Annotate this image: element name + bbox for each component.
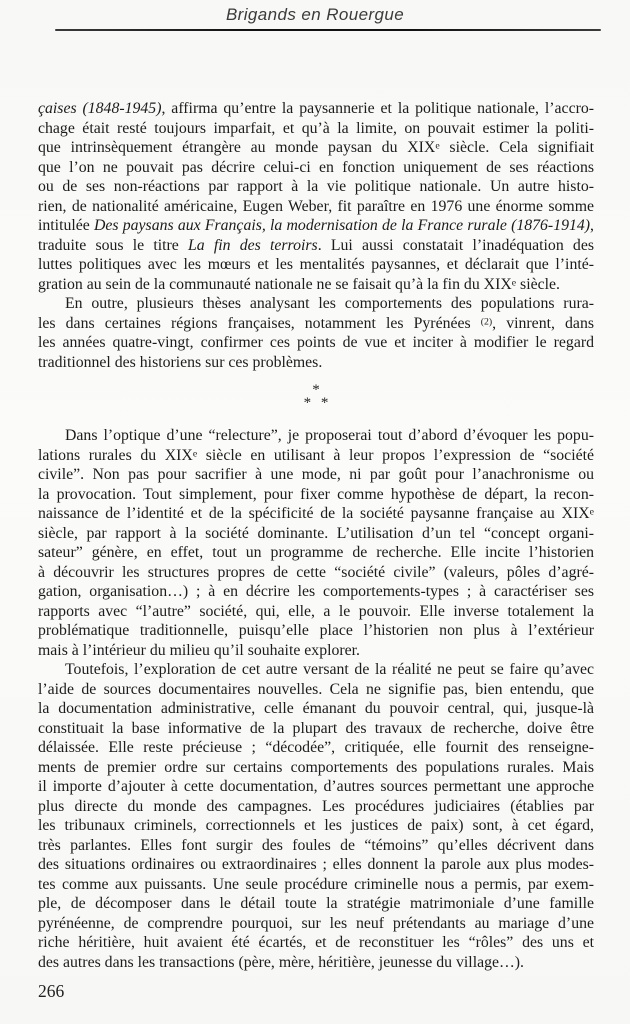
text-line: à découvrir les structures propres de cette “société civile” (valeurs, pôles d’agré- (38, 563, 594, 581)
text-line: des situations ordinaires ou extraordinaires ; elles donnent la parole aux plus modes- (38, 856, 594, 873)
text-line: traduite sous le titre La fin des terroirs. Lui aussi constatait l’inadéquation des (38, 236, 594, 254)
text-line: délaissée. Elle reste précieuse ; “décodée”, critiquée, elle fournit des renseigne- (38, 739, 594, 756)
text-line: traditionnel des historiens sur ces problèmes. (38, 353, 323, 371)
text-line: la provocation. Tout simplement, pour fixer comme hypothèse de départ, la recon- (38, 485, 594, 503)
text-line: sateur” génère, en effet, tout un programme de recherche. Elle incite l’historien (38, 544, 594, 561)
asterisk-top: * (312, 382, 320, 398)
text-line: rien, de nationalité américaine, Eugen Weber, fit paraître en 1976 une énorme somme (38, 197, 594, 215)
text-line: les années quatre-vingt, confirmer ces points de vue et inciter à modifier le regard (38, 334, 594, 351)
text-line: civile”. Non pas pour sacrifier à une mode, ni par goût pour l’anachronisme ou (38, 466, 594, 483)
running-header (0, 5, 630, 25)
asterisk-bottom: * * (303, 395, 329, 411)
text-line: mais à l’intérieur du milieu qu’il souhaite explorer. (38, 641, 360, 659)
header-rule (55, 29, 601, 31)
text-line: l’aide de sources documentaires nouvelles. Cela ne signifie pas, bien entendu, que (38, 680, 594, 698)
text-line: problématique traditionnelle, puisqu’elle place l’historien non plus à l’extérieur (38, 622, 594, 639)
text-line: luttes politiques avec les mœurs et les mentalités paysannes, et déclarait que l’inté- (38, 256, 594, 273)
text-line: siècle, par rapport à la société dominante. L’utilisation d’un tel “concept organi- (38, 524, 594, 542)
text-line: très parlantes. Elles font surgir des foules de “témoins” qu’elles décrivent dans (38, 836, 594, 854)
text-line: riche héritière, huit avaient été écartés, et de reconstituer les “rôles” des uns et (38, 934, 594, 951)
text-line: En outre, plusieurs thèses analysant les comportements des populations rura- (65, 295, 594, 312)
text-line: gation, organisation…) ; à en décrire les comportements-types ; à caractériser ses (38, 583, 594, 600)
text-line: gration au sein de la communauté nationale ne se faisait qu’à la fin du XIXe siècle. (38, 275, 560, 293)
text-line: lations rurales du XIXe siècle en utilisant à leur propos l’expression de “société (38, 446, 594, 464)
text-line: ou de ses non-réactions par rapport à la vie politique nationale. Un autre histo- (38, 178, 594, 195)
text-line: tes comme aux puissants. Une seule procédure criminelle nous a permis, par exem- (38, 875, 594, 893)
text-line: çaises (1848-1945), affirma qu’entre la paysannerie et la politique nationale, l’accro- (38, 100, 594, 117)
text-line: les tribunaux criminels, correctionnels et les justices de paix) sont, à cet égard, (38, 817, 594, 834)
text-line: les dans certaines régions françaises, notamment les Pyrénées $^{(2)}$, vinrent, dans (38, 314, 594, 332)
text-line: naissance de l’identité et de la spécificité de la société paysanne française au XIXe (38, 505, 594, 522)
text-line: chage était resté toujours imparfait, et qu’à la limite, on pouvait estimer la politi- (38, 119, 594, 137)
text-line: rapports avec “l’autre” société, qui, elle, a le pouvoir. Elle inverse totalement la (38, 602, 594, 620)
text-line: plus directe du monde des campagnes. Les procédures judiciaires (établies par (38, 797, 594, 815)
text-line: que l’on ne pouvait pas décrire celui-ci en fonction uniquement de ses réactions (38, 158, 594, 176)
text-line: Toutefois, l’exploration de cet autre versant de la réalité ne peut se faire qu’avec (65, 661, 594, 678)
text-line: ple, de décomposer dans le détail toute la stratégie matrimoniale d’une famille (38, 895, 594, 912)
text-line: pyrénéenne, de comprendre pourquoi, sur les neuf prétendants au mariage d’une (38, 914, 594, 932)
text-line: il importe d’ajouter à cette documentation, d’autres sources permettant une approche (38, 778, 594, 795)
text-line: ments de premier ordre sur certains comportements des populations rurales. Mais (38, 758, 594, 776)
text-line: des autres dans les transactions (père, mère, héritière, jeunesse du village…). (38, 953, 525, 971)
running-header-title: Brigands en Rouergue (225, 5, 405, 24)
text-line: constituait la base informative de la plupart des travaux de recherche, doive être (38, 719, 594, 737)
text-line: la documentation administrative, celle émanant du pouvoir central, qui, jusque-là (38, 700, 594, 717)
text-body (38, 99, 594, 972)
text-line: que intrinsèquement étrangère au monde paysan du XIXe siècle. Cela signifiait (38, 139, 594, 156)
page-number: 266 (38, 981, 65, 1001)
text-line: intitulée Des paysans aux Français, la modernisation de la France rurale (1876-1914), (38, 217, 594, 234)
asterism-separator (38, 384, 594, 410)
text-line: Dans l’optique d’une “relecture”, je proposerai tout d’abord d’évoquer les popu- (65, 427, 594, 444)
